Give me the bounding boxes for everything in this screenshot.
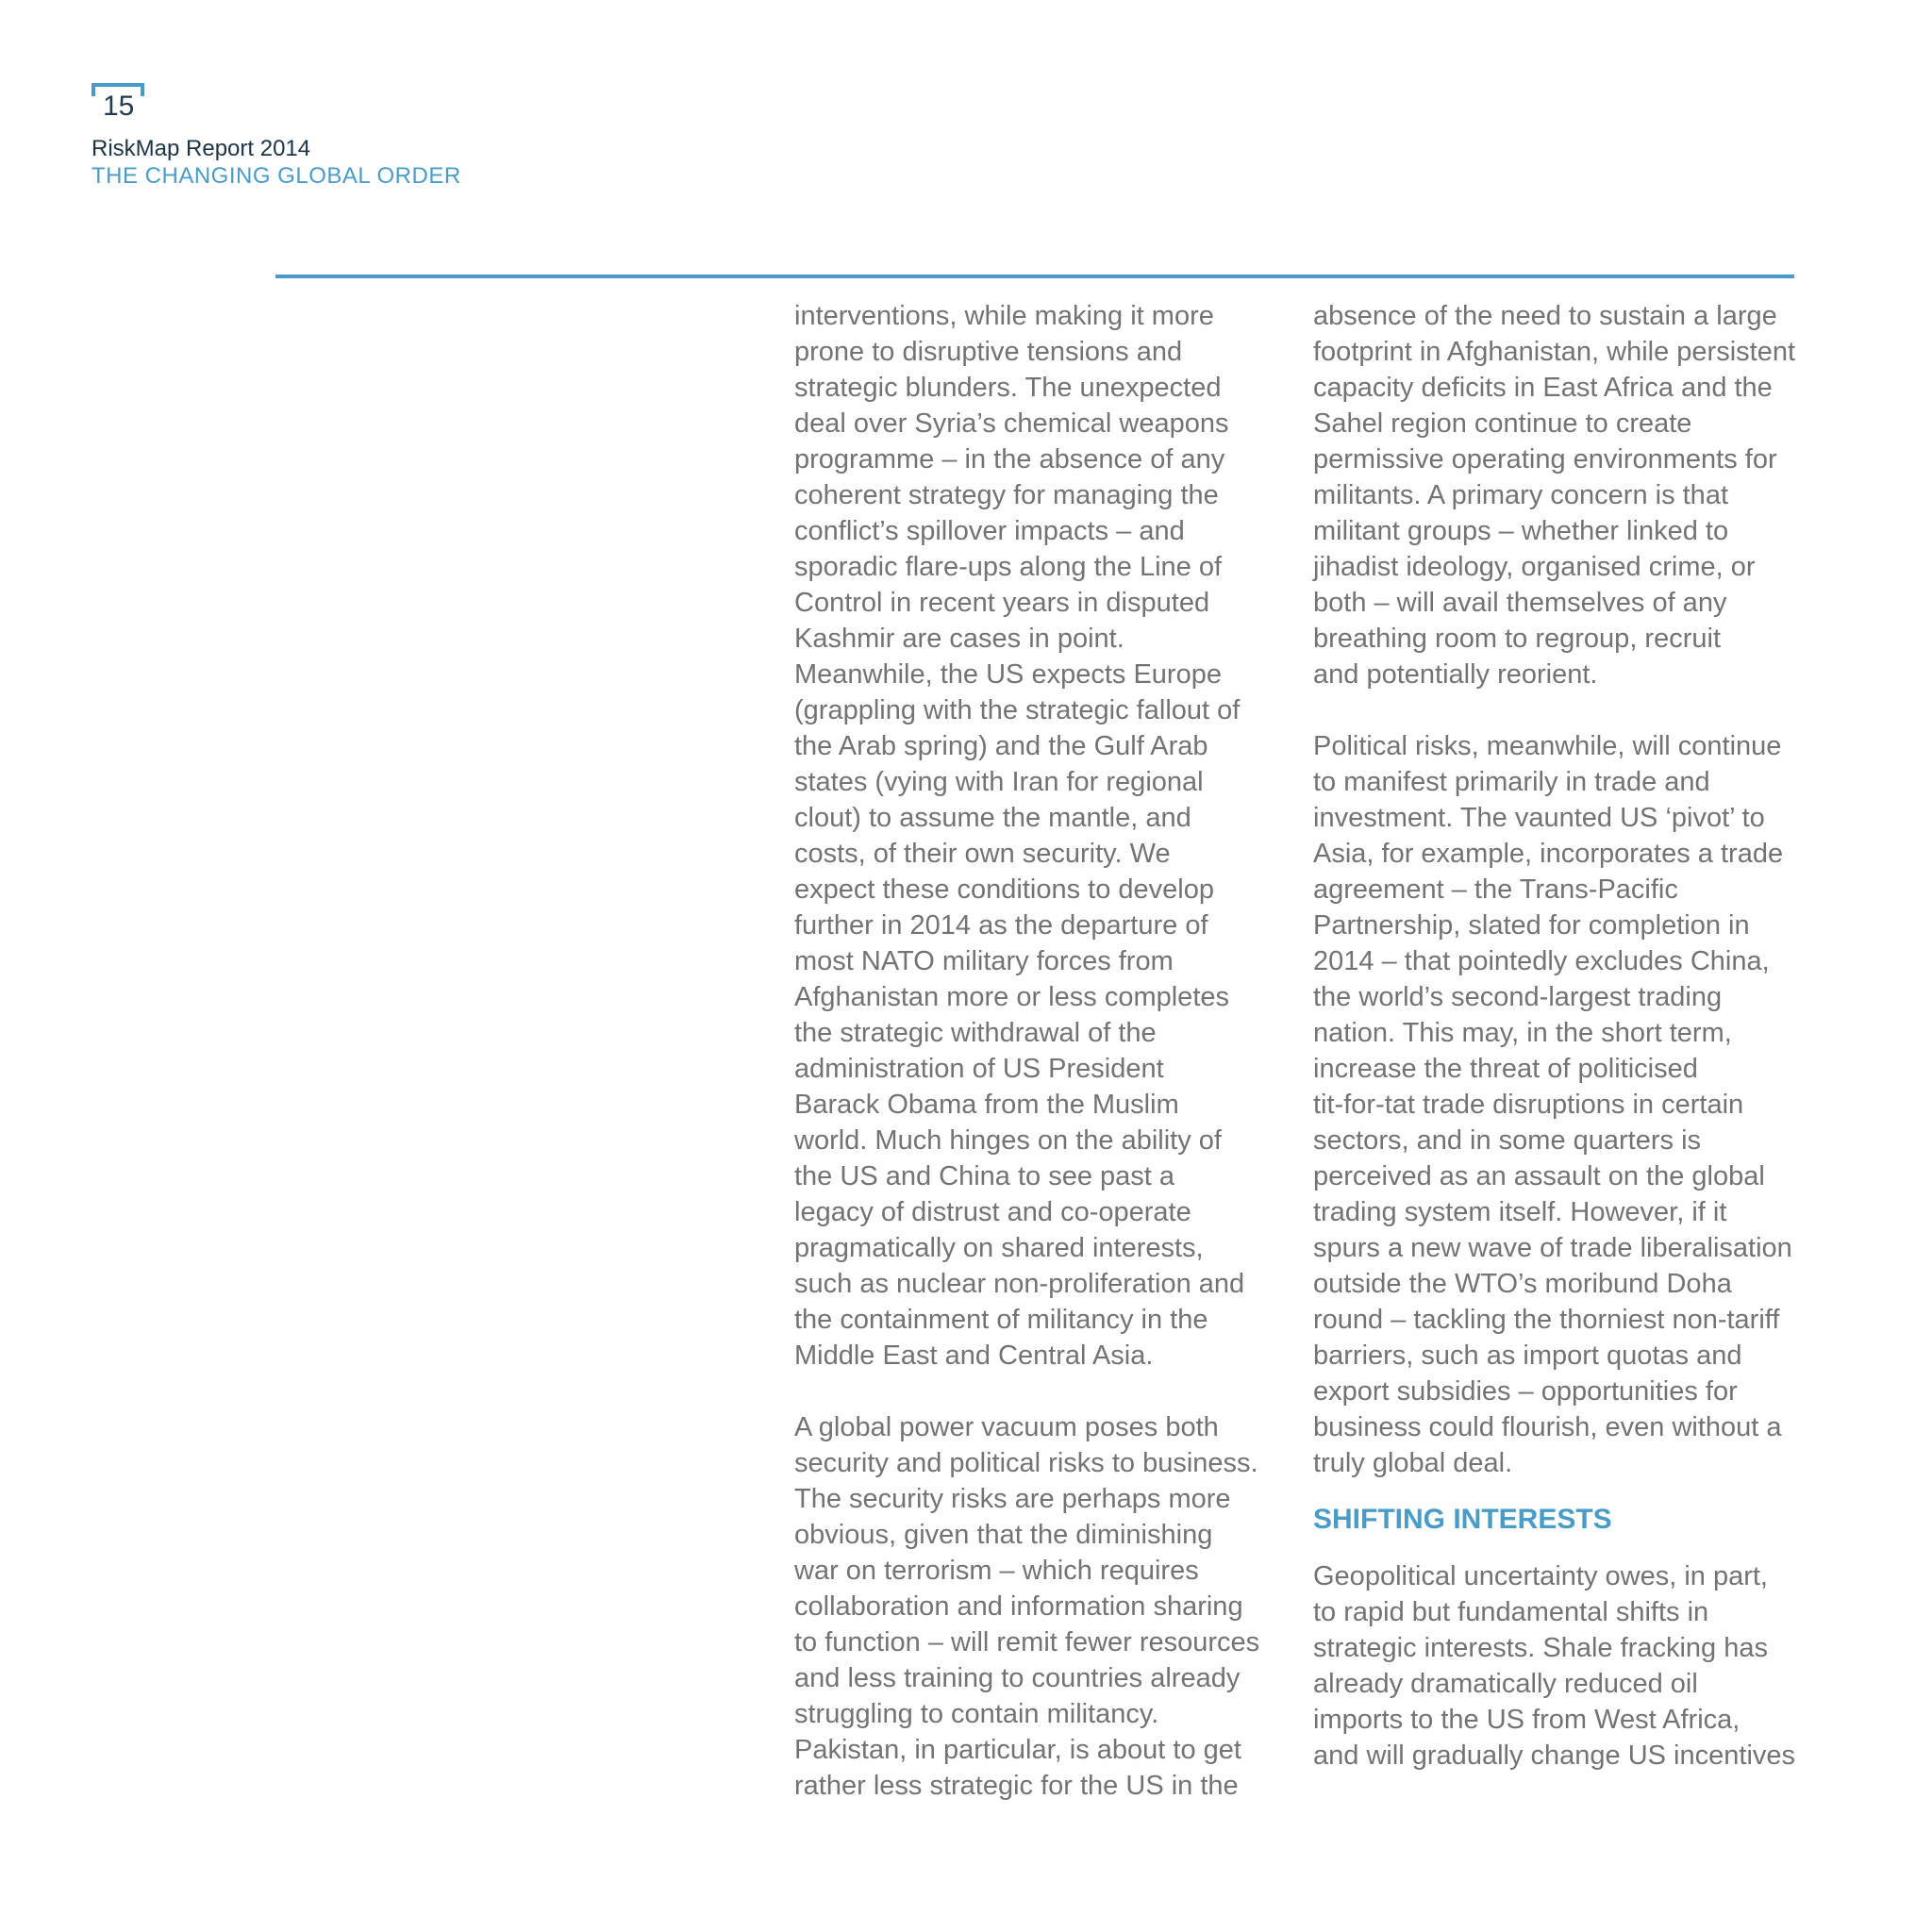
body-text-line: and potentially reorient. (1313, 659, 1598, 690)
body-text-line: both – will avail themselves of any (1313, 588, 1727, 618)
body-text-line: investment. The vaunted US ‘pivot’ to (1313, 803, 1765, 833)
body-text-line: Sahel region continue to create (1313, 408, 1692, 439)
section-title: THE CHANGING GLOBAL ORDER (92, 163, 461, 189)
body-text-line: spurs a new wave of trade liberalisation (1313, 1233, 1792, 1263)
body-text-line: jihadist ideology, organised crime, or (1313, 552, 1756, 582)
body-text-line: rather less strategic for the US in the (794, 1771, 1239, 1801)
body-column-right (1313, 298, 1804, 1774)
body-text-line: costs, of their own security. We (794, 839, 1171, 869)
body-text-line: states (vying with Iran for regional (794, 767, 1204, 797)
body-text-line: the US and China to see past a (794, 1161, 1175, 1191)
page-number-marker (92, 83, 146, 123)
body-text-line: the containment of militancy in the (794, 1305, 1208, 1335)
body-text-line: expect these conditions to develop (794, 874, 1214, 905)
body-text-line: The security risks are perhaps more (794, 1484, 1231, 1514)
body-text-line: nation. This may, in the short term, (1313, 1018, 1732, 1048)
body-text-line: and less training to countries already (794, 1663, 1241, 1693)
body-text-line: export subsidies – opportunities for (1313, 1376, 1738, 1407)
body-text-line: conflict’s spillover impacts – and (794, 516, 1185, 546)
body-text-line: sporadic flare-ups along the Line of (794, 552, 1223, 582)
body-text-line: round – tackling the thorniest non-tariff (1313, 1305, 1780, 1335)
body-text-line: breathing room to regroup, recruit (1313, 624, 1721, 654)
body-text-line: the world’s second-largest trading (1313, 982, 1723, 1012)
body-text-line: imports to the US from West Africa, (1313, 1705, 1740, 1735)
body-text-line: Political risks, meanwhile, will continue (1313, 731, 1782, 761)
body-text-line: Afghanistan more or less completes (794, 982, 1229, 1012)
body-text-line: prone to disruptive tensions and (794, 337, 1183, 367)
body-text-line: interventions, while making it more (794, 301, 1214, 331)
body-text-line: Kashmir are cases in point. (794, 624, 1124, 654)
body-text-line: Barack Obama from the Muslim (794, 1090, 1179, 1120)
body-text-line: to rapid but fundamental shifts in (1313, 1597, 1709, 1627)
body-text-line: struggling to contain militancy. (794, 1699, 1159, 1729)
body-text-line: coherent strategy for managing the (794, 480, 1219, 510)
body-text-line: the Arab spring) and the Gulf Arab (794, 731, 1208, 761)
body-text-line: programme – in the absence of any (794, 444, 1225, 475)
body-column-left (794, 298, 1294, 1804)
body-text-line: agreement – the Trans-Pacific (1313, 874, 1678, 905)
body-text-line: 2014 – that pointedly excludes China, (1313, 946, 1770, 976)
body-text-line: and will gradually change US incentives (1313, 1740, 1796, 1771)
body-text-line: increase the threat of politicised (1313, 1054, 1698, 1084)
body-text-line: deal over Syria’s chemical weapons (794, 408, 1229, 439)
page-number: 15 (103, 91, 135, 122)
body-text-line: strategic blunders. The unexpected (794, 373, 1222, 403)
body-text-line: world. Much hinges on the ability of (794, 1125, 1222, 1156)
body-text-line: permissive operating environments for (1313, 444, 1777, 475)
body-text-line: militants. A primary concern is that (1313, 480, 1728, 510)
body-text-line: strategic interests. Shale fracking has (1313, 1633, 1768, 1663)
body-text-line: trading system itself. However, if it (1313, 1197, 1727, 1227)
body-text-line: capacity deficits in East Africa and the (1313, 373, 1773, 403)
report-title: RiskMap Report 2014 (92, 136, 311, 161)
body-text-line: Meanwhile, the US expects Europe (794, 659, 1222, 690)
body-text-line: Partnership, slated for completion in (1313, 910, 1750, 941)
body-text-line: most NATO military forces from (794, 946, 1174, 976)
body-text-line: militant groups – whether linked to (1313, 516, 1729, 546)
body-text-line: obvious, given that the diminishing (794, 1520, 1213, 1550)
body-text-line: already dramatically reduced oil (1313, 1669, 1698, 1699)
body-text-line: truly global deal. (1313, 1448, 1513, 1478)
section-heading: SHIFTING INTERESTS (1313, 1504, 1612, 1535)
body-text-line: barriers, such as import quotas and (1313, 1341, 1742, 1371)
body-text-line: clout) to assume the mantle, and (794, 803, 1191, 833)
paragraph-break (1313, 692, 1804, 728)
body-text-line: such as nuclear non-proliferation and (794, 1269, 1245, 1299)
body-text-line: collaboration and information sharing (794, 1591, 1243, 1622)
body-text-line: to function – will remit fewer resources (794, 1627, 1260, 1657)
body-text-line: Middle East and Central Asia. (794, 1341, 1154, 1371)
body-text-line: business could flourish, even without a (1313, 1412, 1782, 1442)
body-text-line: sectors, and in some quarters is (1313, 1125, 1702, 1156)
body-text-line: security and political risks to business. (794, 1448, 1258, 1478)
header-divider (275, 275, 1794, 278)
body-text-line: outside the WTO’s moribund Doha (1313, 1269, 1732, 1299)
body-text-line: legacy of distrust and co-operate (794, 1197, 1191, 1227)
body-text-line: war on terrorism – which requires (794, 1556, 1199, 1586)
body-text-line: (grappling with the strategic fallout of (794, 695, 1241, 725)
paragraph-break (794, 1374, 1294, 1409)
body-text-line: the strategic withdrawal of the (794, 1018, 1157, 1048)
body-text-line: perceived as an assault on the global (1313, 1161, 1765, 1191)
body-text-line: A global power vacuum poses both (794, 1412, 1219, 1442)
body-text-line: footprint in Afghanistan, while persistent (1313, 337, 1796, 367)
body-text-line: Control in recent years in disputed (794, 588, 1210, 618)
body-text-line: absence of the need to sustain a large (1313, 301, 1777, 331)
body-text-line: tit-for-tat trade disruptions in certain (1313, 1090, 1744, 1120)
body-text-line: Asia, for example, incorporates a trade (1313, 839, 1784, 869)
body-text-line: Pakistan, in particular, is about to get (794, 1735, 1241, 1765)
body-text-line: administration of US President (794, 1054, 1164, 1084)
body-text-line: to manifest primarily in trade and (1313, 767, 1710, 797)
body-text-line: Geopolitical uncertainty owes, in part, (1313, 1561, 1768, 1591)
body-text-line: further in 2014 as the departure of (794, 910, 1208, 941)
body-text-line: pragmatically on shared interests, (794, 1233, 1204, 1263)
